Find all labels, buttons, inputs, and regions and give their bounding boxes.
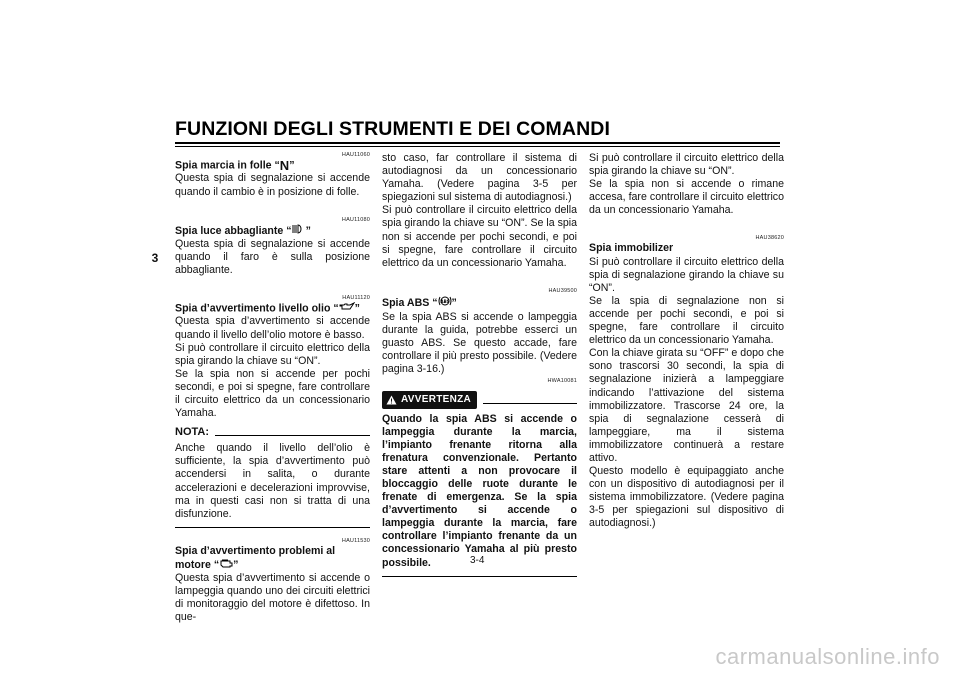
section-body-immobilizer-2: Se la spia di segnalazione non si accende per pochi secondi, e poi si spegne, fare controllare il circuito elettrico da un concessionario Yamaha. <box>589 294 784 347</box>
section-title-engine: Spia d’avvertimento problemi al motore “ ” <box>175 544 336 571</box>
engine-body-continued-1: sto caso, far controllare il sistema di autodiagnosi da un concessionario Yamaha. (Vedere pagina 3-5 per spiegazioni sul sistema di autodiagnosi.) <box>382 152 577 204</box>
section-code: HAU11120 <box>342 295 370 301</box>
column-1 <box>175 148 370 624</box>
section-title-neutral: Spia marcia in folle “N” <box>175 158 295 173</box>
note-text: Anche quando il livello dell’olio è sufficiente, la spia d’avvertimento può accendersi in salita, o durante accelerazioni e decelerazioni improvvise, ma in questi casi non si tratta di una disfunzione. <box>175 442 370 520</box>
high-beam-icon <box>292 224 306 238</box>
warning-header <box>382 391 577 408</box>
engine-body-continued-2: Si può controllare il circuito elettrico della spia girando la chiave su “ON”. Se la spia non si accende per pochi secondi, e poi si spegne, fare controllare il circuito elettrico da un concessionario Yamaha. <box>382 204 577 269</box>
section-code: HAU11080 <box>341 216 370 223</box>
warning-code: HWA10081 <box>547 378 577 385</box>
header-rule-thin <box>175 146 780 147</box>
section-body-oil-1: Questa spia d’avvertimento si accende quando il livello dell’olio motore è basso. <box>175 315 370 341</box>
warning-text: Quando la spia ABS si accende o lampeggia durante la marcia, l’impianto frenante ritorna alla frenatura convenzionale. Pertanto stare attenti a non provocare il bloccaggio delle ruote durante le frenate di emergenza. Se la spia d’avvertimento si accende o lampeggia durante la marcia, fare controllare l’impianto frenante da un concessionario Yamaha al più presto possibile. <box>382 412 577 569</box>
neutral-n-icon: N <box>279 158 290 173</box>
section-body-immobilizer-3: Con la chiave girata su “OFF” e dopo che sono trascorsi 30 secondi, la spia di segnalazione inizierà a lampeggiare indicando l’attivazione del sistema immobilizzatore. Trascorse 24 ore, la spia di segnalazione cesserà di lampeggiare, ma il sistema immobilizzatore continuerà a restare attivo. <box>589 347 784 464</box>
watermark: carmanualsonline.info <box>715 644 940 669</box>
note-header: NOTA: <box>175 426 370 439</box>
abs-icon <box>438 295 452 311</box>
header-rule-thick <box>175 142 780 144</box>
section-body-engine: Questa spia d’avvertimento si accende o lampeggia quando uno dei circuiti elettrici di monitoraggio del motore è difettoso. In que- <box>175 572 370 624</box>
section-body-abs: Se la spia ABS si accende o lampeggia durante la guida, potrebbe esserci un guasto ABS. Se questo accade, fare controllare il più presto possibile. (Vedere pagina 3-16.) <box>382 310 577 376</box>
oil-can-icon <box>339 302 355 315</box>
section-code: HAU11060 <box>341 152 370 158</box>
section-title-high-beam: Spia luce abbagliante “ ” <box>175 224 311 237</box>
page-header-title: FUNZIONI DEGLI STRUMENTI E DEI COMANDI <box>175 118 610 140</box>
section-body-immobilizer-1: Si può controllare il circuito elettrico della spia di segnalazione girando la chiave su “ON”. <box>589 255 784 294</box>
section-code: HAU38620 <box>755 235 784 242</box>
warning-badge: AVVERTENZA <box>382 391 477 408</box>
section-code: HAU39500 <box>548 287 577 294</box>
section-code: HAU11530 <box>341 537 370 544</box>
warning-triangle-icon <box>386 395 397 405</box>
abs-body-continued-2: Se la spia non si accende o rimane accesa, fare controllare il circuito elettrico da un concessionario Yamaha. <box>589 178 784 217</box>
column-2 <box>382 152 577 577</box>
page-number: 3-4 <box>470 555 485 566</box>
section-body-oil-2: Si può controllare il circuito elettrico della spia girando la chiave su “ON”. <box>175 341 370 367</box>
svg-text:ABS: ABS <box>440 298 450 304</box>
section-title-immobilizer: Spia immobilizer <box>589 242 674 255</box>
section-title-abs: Spia ABS “ ABS ” <box>382 295 577 311</box>
section-body-neutral: Questa spia di segnalazione si accende quando il cambio è in posizione di folle. <box>175 172 370 198</box>
abs-body-continued-1: Si può controllare il circuito elettrico della spia girando la chiave su “ON”. <box>589 152 784 178</box>
chapter-tab: 3 <box>151 251 159 265</box>
section-body-oil-3: Se la spia non si accende per pochi secondi, e poi si spegne, fare controllare il circuito elettrico da un concessionario Yamaha. <box>175 367 370 420</box>
engine-icon <box>219 558 233 572</box>
column-3 <box>589 152 784 531</box>
section-body-immobilizer-4: Questo modello è equipaggiato anche con un dispositivo di autodiagnosi per il sistema immobilizzatore. (Vedere pagina 3-5 per spiegazioni sul dispositivo di autodiagnosi.) <box>589 465 784 530</box>
section-body-high-beam: Questa spia di segnalazione si accende quando il faro è sulla posizione abbagliante. <box>175 237 370 276</box>
section-title-oil: Spia d’avvertimento livello olio “ ” <box>175 302 360 315</box>
warning-end-rule <box>382 576 577 577</box>
